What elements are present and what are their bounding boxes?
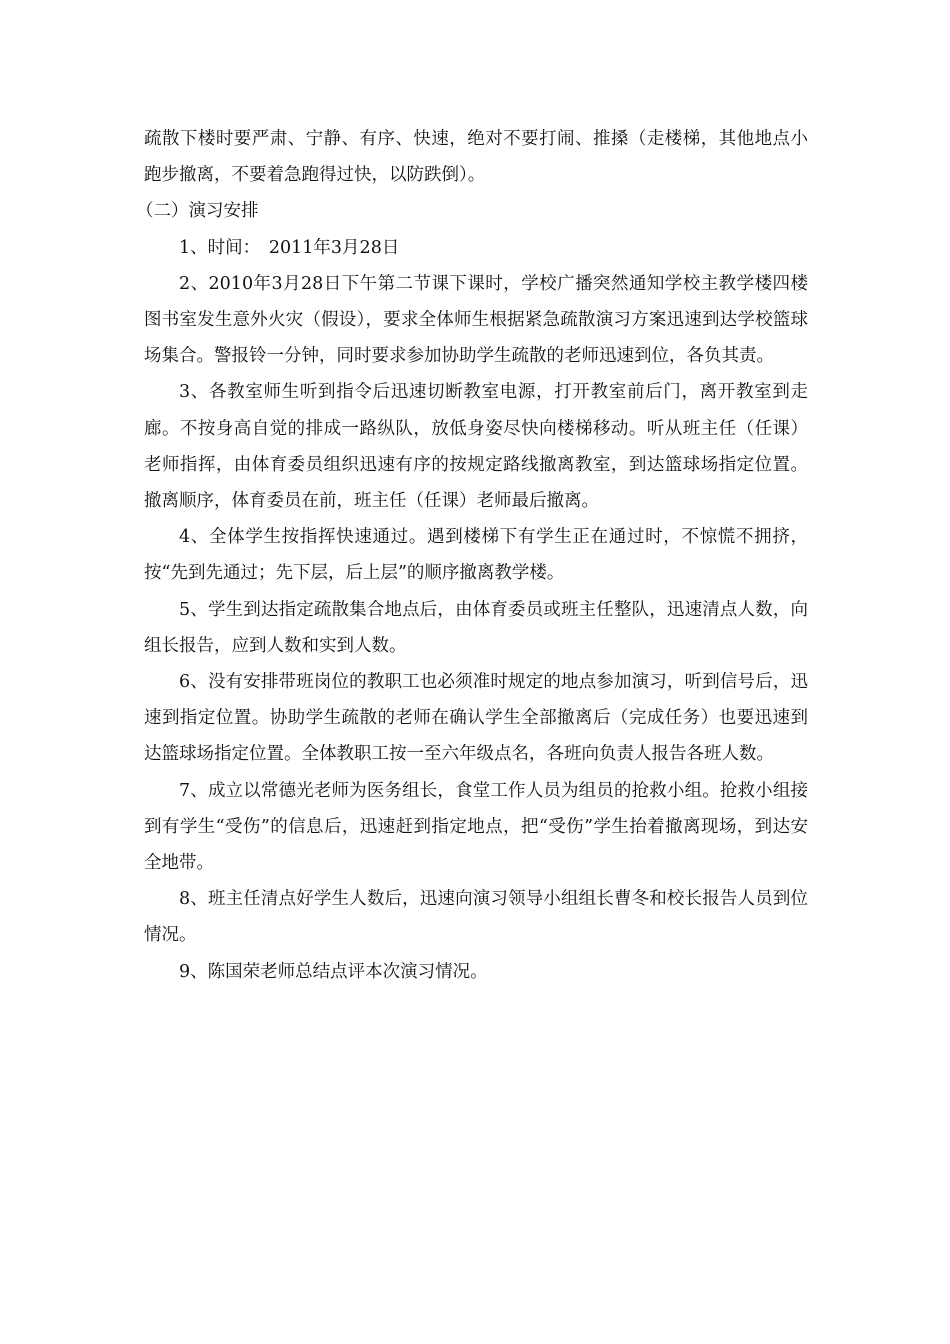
paragraph-item-2: 2、2010年3月28日下午第二节课下课时，学校广播突然通知学校主教学楼四楼图书室发生意外火灾（假设），要求全体师生根据紧急疏散演习方案迅速到达学校篮球场集合。警报铃一分钟，同时要求参加协助学生疏散的老师迅速到位，各负其责。 (144, 273, 808, 367)
paragraph-item-1-time: 1、时间： 2011年3月28日 (179, 237, 400, 258)
section-heading-drill-arrangement: （二）演习安排 (136, 201, 259, 222)
paragraph-item-4: 4、全体学生按指挥快速通过。遇到楼梯下有学生正在通过时，不惊慌不拥挤，按“先到先通过；先下层，后上层”的顺序撤离教学楼。 (144, 527, 808, 584)
paragraph-item-8: 8、班主任清点好学生人数后，迅速向演习领导小组组长曹冬和校长报告人员到位情况。 (144, 889, 808, 946)
paragraph-item-6: 6、没有安排带班岗位的教职工也必须准时规定的地点参加演习，听到信号后，迅速到指定位置。协助学生疏散的老师在确认学生全部撤离后（完成任务）也要迅速到达篮球场指定位置。全体教职工按一至六年级点名，各班向负责人报告各班人数。 (144, 672, 808, 765)
document-body (136, 121, 808, 990)
paragraph-item-5: 5、学生到达指定疏散集合地点后，由体育委员或班主任整队，迅速清点人数，向组长报告，应到人数和实到人数。 (144, 599, 808, 656)
paragraph-item-7: 7、成立以常德光老师为医务组长，食堂工作人员为组员的抢救小组。抢救小组接到有学生“受伤”的信息后，迅速赶到指定地点，把“受伤”学生抬着撤离现场，到达安全地带。 (144, 780, 808, 874)
paragraph-evacuation-rules: 疏散下楼时要严肃、宁静、有序、快速，绝对不要打闹、推搡（走楼梯，其他地点小跑步撤离，不要着急跑得过快，以防跌倒）。 (144, 129, 808, 186)
paragraph-item-9: 9、陈国荣老师总结点评本次演习情况。 (179, 961, 488, 982)
paragraph-item-3: 3、各教室师生听到指令后迅速切断教室电源，打开教室前后门，离开教室到走廊。不按身高自觉的排成一路纵队，放低身姿尽快向楼梯移动。听从班主任（任课）老师指挥，由体育委员组织迅速有序的按规定路线撤离教室，到达篮球场指定位置。撤离顺序，体育委员在前，班主任（任课）老师最后撤离。 (144, 382, 808, 512)
